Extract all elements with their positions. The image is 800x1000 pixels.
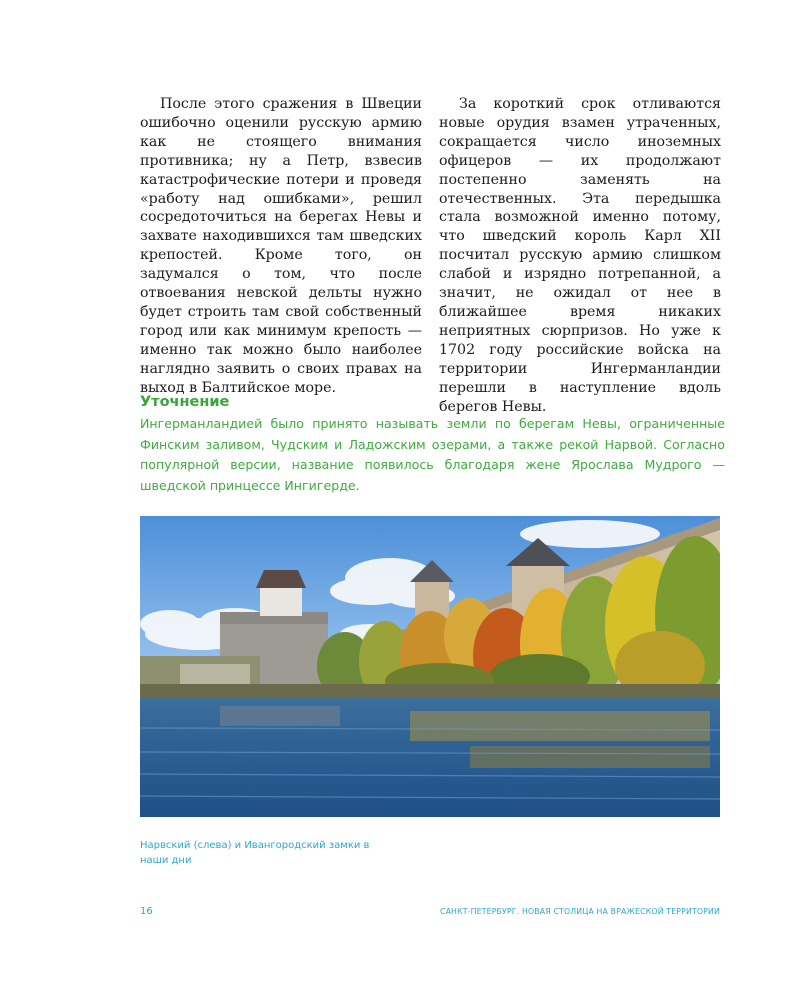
body-column-right — [439, 95, 721, 416]
note-title: Уточнение — [140, 394, 230, 410]
castles-photo — [140, 516, 720, 817]
body-column-left — [140, 95, 422, 398]
note-text: Ингерманландией было принято называть земли по берегам Невы, ограниченные Финским заливом, Чудским и Ладожским озерами, а также рекой Нарвой. Согласно популярной версии, название появилось благодаря жене Ярослава Мудрого — шведской принцессе Ингигерде. — [140, 416, 725, 493]
running-head: САНКТ-ПЕТЕРБУРГ. НОВАЯ СТОЛИЦА НА ВРАЖЕСКОЙ ТЕРРИТОРИИ — [439, 907, 720, 916]
photo-caption: Нарвский (слева) и Ивангородский замки в наши дни — [140, 840, 370, 866]
body-paragraph: За короткий срок отливаются новые орудия взамен утраченных, сокращается число иноземных офицеров — их продолжают постепенно заменять на отечественных. Эта передышка стала возможной именно потому, что шведский король Карл XII посчитал русскую армию слишком слабой и изрядно потрепанной, а значит, не ожидал от нее в ближайшее время никаких неприятных сюрпризов. Но уже к 1702 году российские войска на территории Ингерманландии перешли в наступление вдоль берегов Невы. — [439, 96, 721, 415]
page-number: 16 — [140, 906, 153, 917]
body-paragraph: После этого сражения в Швеции ошибочно оценили русскую армию как не стоящего внимания противника; ну а Петр, взвесив катастрофические потери и проведя «работу над ошибками», решил сосредоточиться на берегах Невы и захвате находившихся там шведских крепостей. Кроме того, он задумался о том, что после отвоевания невской дельты нужно будет строить там свой собственный город или как минимум крепость — именно так можно было наиболее наглядно заявить о своих правах на выход в Балтийское море. — [140, 96, 422, 396]
